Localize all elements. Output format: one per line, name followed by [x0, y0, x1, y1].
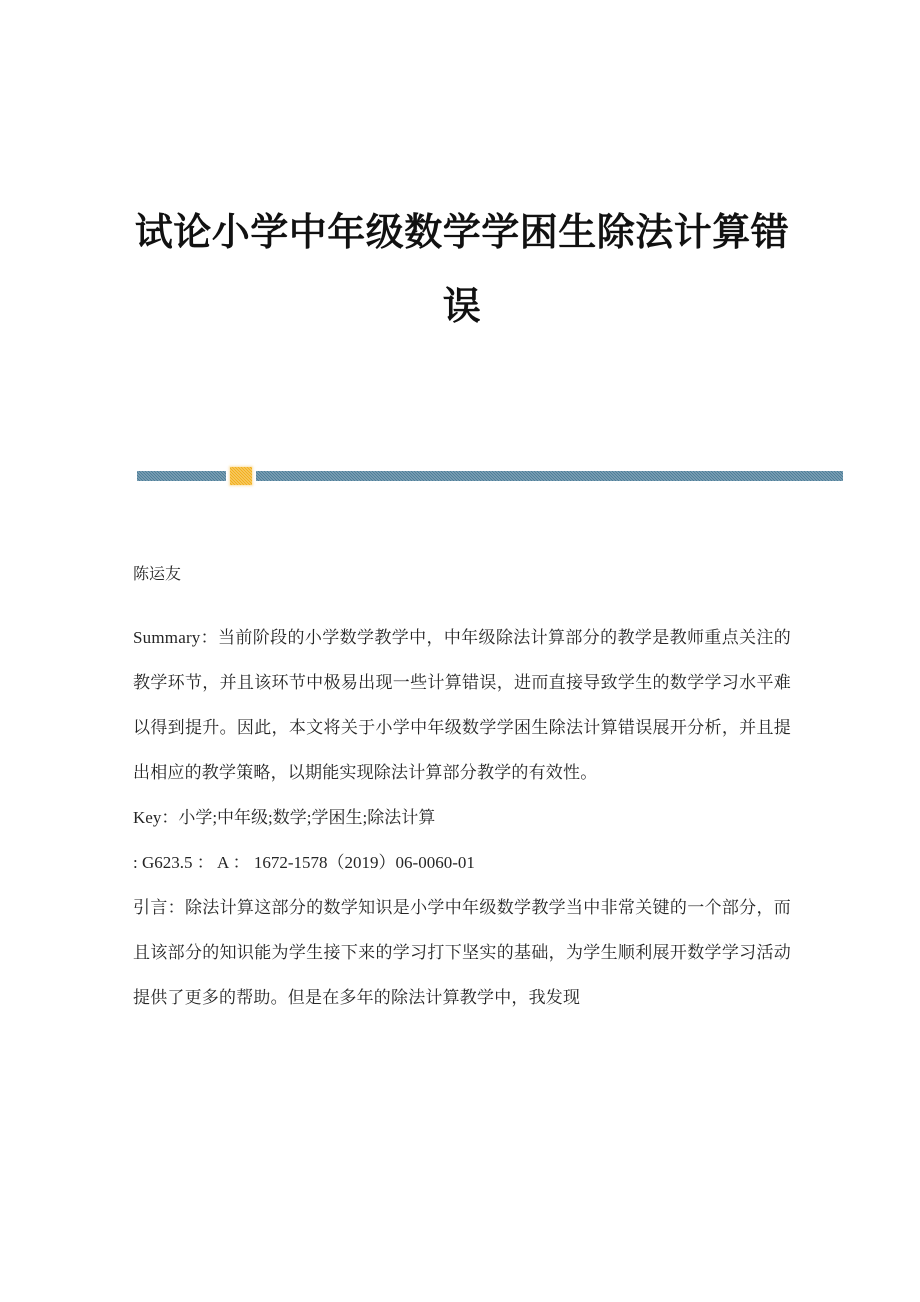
abstract-paragraph: Summary：当前阶段的小学数学教学中，中年级除法计算部分的教学是教师重点关注的教学环节，并且该环节中极易出现一些计算错误，进而直接导致学生的数学学习水平难以得到提升。因此，本文将关于小学中年级数学学困生除法计算错误展开分析，并且提出相应的教学策略，以期能实现除法计算部分教学的有效性。 [133, 628, 791, 782]
document-body [133, 552, 791, 1020]
classification-line: : G623.5 ： A ： 1672-1578（2019）06-0060-01 [133, 853, 475, 872]
page-title [133, 196, 791, 344]
doc-title-line-1: 试论小学中年级数学学困生除法计算错 [134, 212, 790, 254]
keywords-line: Key：小学;中年级;数学;学困生;除法计算 [133, 808, 436, 827]
divider-bar-left [137, 471, 226, 481]
introduction-paragraph: 引言：除法计算这部分的数学知识是小学中年级数学教学当中非常关键的一个部分，而且该部分的知识能为学生接下来的学习打下坚实的基础，为学生顺利展开数学学习活动提供了更多的帮助。但是在多年的除法计算教学中，我发现 [133, 898, 791, 1007]
divider-bar-right [256, 471, 843, 481]
doc-title-text [133, 196, 791, 344]
divider-accent-square [230, 467, 252, 485]
section-divider [137, 466, 843, 486]
doc-title-line-2: 误 [442, 286, 482, 328]
author-name: 陈运友 [133, 566, 182, 583]
